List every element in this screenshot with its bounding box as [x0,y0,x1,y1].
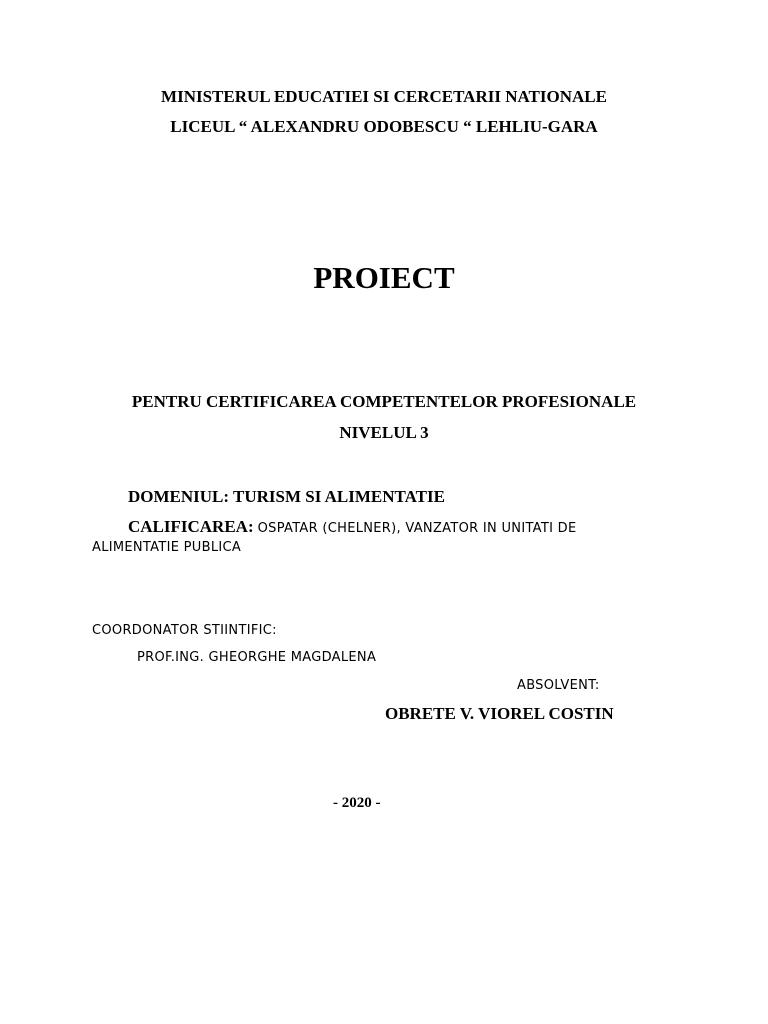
domain-label: DOMENIUL: [128,487,230,506]
qualification-line [128,518,577,536]
domain-line [128,488,445,505]
school-heading: LICEUL “ ALEXANDRU ODOBESCU “ LEHLIU-GARA [170,117,598,136]
graduate-name: OBRETE V. VIOREL COSTIN [385,704,614,723]
coordinator-label: COORDONATOR STIINTIFIC: [92,623,277,638]
qualification-value-continued: ALIMENTATIE PUBLICA [92,540,242,555]
document-title: PROIECT [313,260,455,295]
graduate-label: ABSOLVENT: [517,678,600,693]
ministry-heading: MINISTERUL EDUCATIEI SI CERCETARII NATIONALE [161,87,607,106]
qualification-label: CALIFICAREA: [128,517,254,536]
level-heading: NIVELUL 3 [339,423,429,442]
year: - 2020 - [333,795,381,811]
purpose-heading: PENTRU CERTIFICAREA COMPETENTELOR PROFESIONALE [131,392,637,411]
coordinator-name: PROF.ING. GHEORGHE MAGDALENA [137,650,377,665]
domain-value: TURISM SI ALIMENTATIE [233,487,445,506]
qualification-value: OSPATAR (CHELNER), VANZATOR IN UNITATI DE [257,521,577,536]
